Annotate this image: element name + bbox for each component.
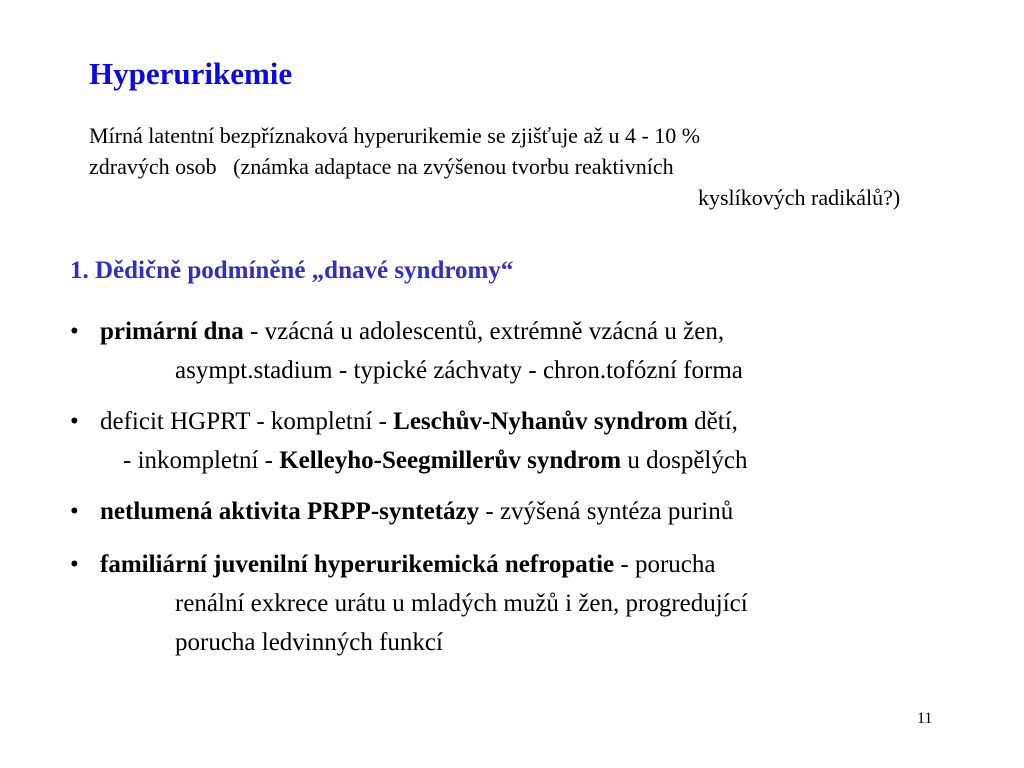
- bullet-text: dětí,: [687, 408, 738, 435]
- bullet-continuation: asympt.stadium - typické záchvaty - chron.tofózní forma: [175, 357, 743, 384]
- bullet-text: deficit HGPRT - kompletní -: [100, 408, 394, 435]
- bullet-continuation: renální exkrece urátu u mladých mužů i žen, progredující: [175, 590, 748, 617]
- bullet-bold-term: netlumená aktivita PRPP-syntetázy: [100, 498, 480, 525]
- intro-paragraph: [89, 120, 989, 213]
- intro-line-3: kyslíkových radikálů?): [698, 185, 901, 210]
- bullet-bold-term: Leschův-Nyhanův syndrom: [393, 408, 688, 435]
- bullet-text: - porucha: [614, 551, 716, 578]
- bullet-bold-term: primární dna: [100, 318, 244, 345]
- bullet-continuation: porucha ledvinných funkcí: [175, 629, 443, 656]
- bullet-list: [70, 312, 1010, 662]
- bullet-text: - zvýšená syntéza purinů: [479, 498, 734, 525]
- bullet-item-familial-nephropathy: [70, 545, 1010, 662]
- bullet-icon: •: [70, 498, 79, 525]
- bullet-item-prpp-synthetase: [70, 492, 1010, 531]
- page-number: 11: [917, 710, 933, 727]
- bullet-bold-term: familiární juvenilní hyperurikemická nefropatie: [100, 551, 615, 578]
- bullet-text: - inkompletní -: [123, 447, 280, 474]
- bullet-text: - vzácná u adolescentů, extrémně vzácná u žen,: [243, 318, 725, 345]
- bullet-bold-term: Kelleyho-Seegmillerův syndrom: [279, 447, 622, 474]
- intro-line-2: zdravých osob (známka adaptace na zvýšenou tvorbu reaktivních: [89, 154, 674, 179]
- bullet-item-hgprt-deficit: [70, 402, 1010, 480]
- bullet-continuation: [100, 441, 1010, 480]
- intro-line-1: Mírná latentní bezpříznaková hyperurikemie se zjišťuje až u 4 - 10 %: [89, 123, 701, 148]
- slide-title: Hyperurikemie: [89, 56, 293, 91]
- section-heading: 1. Dědičně podmíněné „dnavé syndromy“: [70, 257, 514, 284]
- bullet-icon: •: [70, 551, 79, 578]
- bullet-icon: •: [70, 318, 79, 345]
- bullet-item-primary-gout: [70, 312, 1010, 390]
- bullet-text: u dospělých: [621, 447, 748, 474]
- bullet-icon: •: [70, 408, 79, 435]
